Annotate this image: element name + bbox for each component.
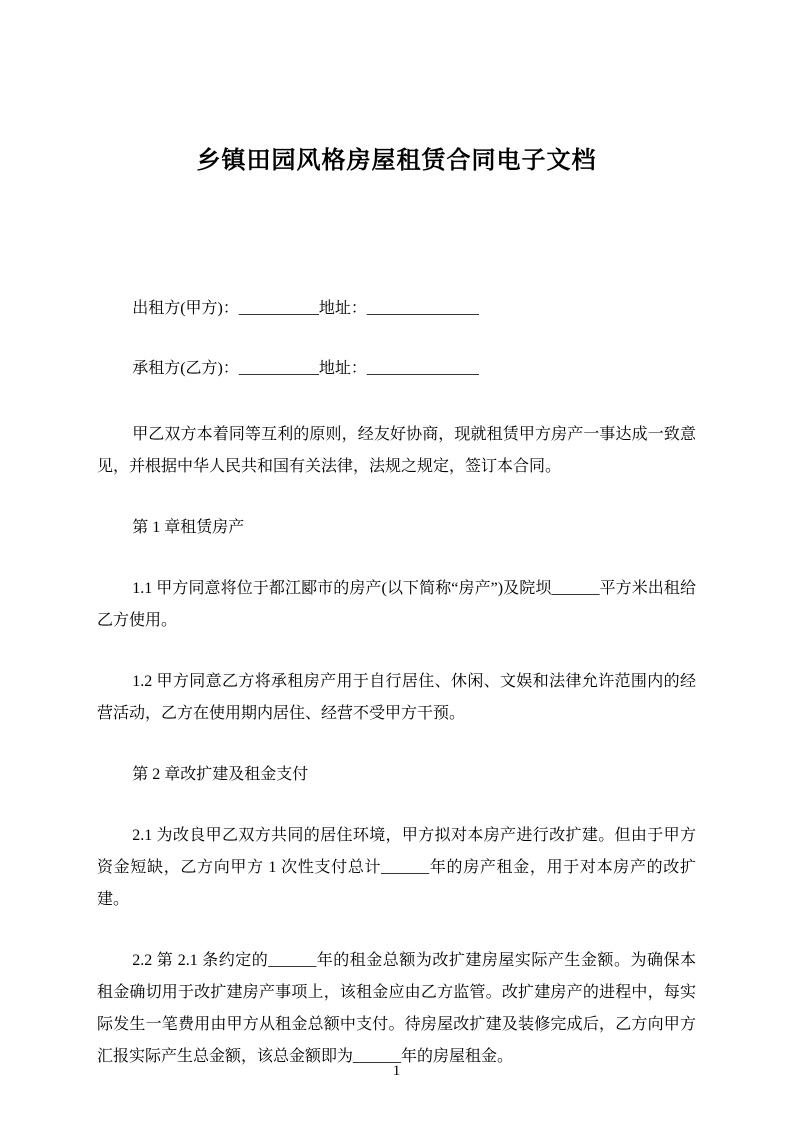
lessee-party-line: 承租方(乙方)：__________地址：______________ [132, 360, 479, 377]
clause-1-2: 1.2 甲方同意乙方将承租房产用于自行居住、休闲、文娱和法律允许范围内的经营活动，乙方在使用期内居住、经营不受甲方干预。 [97, 673, 696, 722]
intro-paragraph: 甲乙双方本着同等互利的原则，经友好协商，现就租赁甲方房产一事达成一致意见，并根据中华人民共和国有关法律，法规之规定，签订本合同。 [97, 426, 696, 475]
chapter-1-heading: 第 1 章租赁房产 [132, 519, 245, 536]
clause-1-1: 1.1 甲方同意将位于都江郾市的房产(以下简称“房产”)及院坝______平方米出租给乙方使用。 [97, 580, 696, 629]
clause-2-2: 2.2 第 2.1 条约定的______年的租金总额为改扩建房屋实际产生金额。为确保本租金确切用于改扩建房产事项上，该租金应由乙方监管。改扩建房产的进程中，每实际发生一笔费用由甲方从租金总额中支付。待房屋改扩建及装修完成后，乙方向甲方汇报实际产生总金额，该总金额即为______年的房屋租金。 [97, 952, 696, 1065]
clause-2-1: 2.1 为改良甲乙双方共同的居住环境，甲方拟对本房产进行改扩建。但由于甲方资金短缺，乙方向甲方 1 次性支付总计______年的房产租金，用于对本房产的改扩建。 [97, 827, 696, 908]
lessor-party-line: 出租方(甲方)：__________地址：______________ [132, 300, 479, 317]
chapter-2-heading: 第 2 章改扩建及租金支付 [132, 766, 309, 783]
document-title: 乡镇田园风格房屋租赁合同电子文档 [196, 148, 597, 174]
page-number: 1 [392, 1063, 401, 1079]
